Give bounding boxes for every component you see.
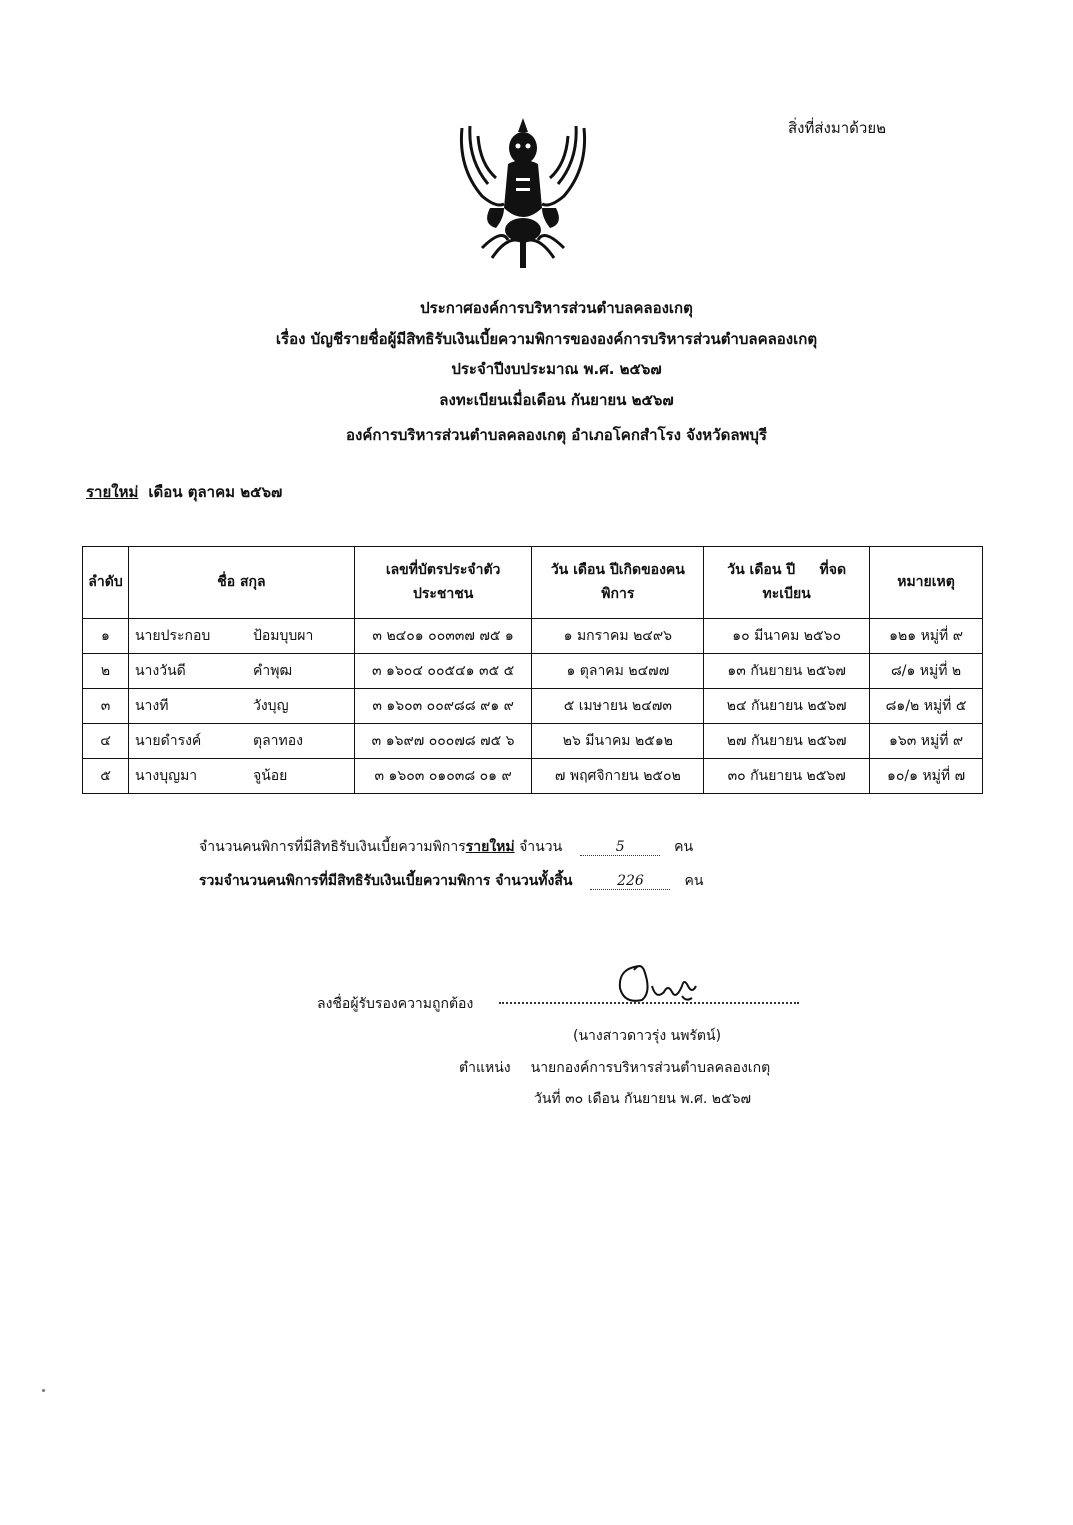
row-note: ๘/๑ หมู่ที่ ๒: [870, 654, 983, 689]
header-no: ลำดับ: [83, 547, 129, 619]
row-name: นางวันดี คำพุฒ: [128, 654, 354, 689]
row-registration: ๒๗ กันยายน ๒๕๖๗: [704, 724, 870, 759]
row-registration: ๓๐ กันยายน ๒๕๖๗: [704, 759, 870, 794]
row-registration: ๑๓ กันยายน ๒๕๖๗: [704, 654, 870, 689]
row-name: นายดำรงค์ ตุลาทอง: [128, 724, 354, 759]
table-header-row: [83, 547, 983, 619]
certifier-name: (นางสาวดาวรุ่ง นพรัตน์): [573, 1028, 722, 1044]
scan-speck: [42, 1389, 45, 1392]
attachment-note: สิ่งที่ส่งมาด้วย๒: [788, 119, 886, 137]
row-note: ๑๖๓ หมู่ที่ ๙: [870, 724, 983, 759]
row-no: ๑: [83, 619, 129, 654]
organization-line: องค์การบริหารส่วนตำบลคลองเกตุ อำเภอโคกสำโรง จังหวัดลพบุรี: [345, 426, 767, 444]
subject-line: เรื่อง บัญชีรายชื่อผู้มีสิทธิรับเงินเบี้ยความพิการขององค์การบริหารส่วนตำบลคลองเกตุ: [275, 330, 818, 348]
table-row: [83, 724, 983, 759]
total-recipients-summary: รวมจำนวนคนพิการที่มีสิทธิรับเงินเบี้ยความพิการ จำนวนทั้งสิ้น 226 คน: [199, 873, 704, 889]
row-id: ๓ ๑๖๐๔ ๐๐๕๔๑ ๓๕ ๕: [354, 654, 532, 689]
row-name: นายประกอบ ป้อมบุบผา: [128, 619, 354, 654]
new-recipients-summary: จำนวนคนพิการที่มีสิทธิรับเงินเบี้ยความพิการรายใหม่ จำนวน 5 คน: [199, 839, 694, 855]
row-no: ๓: [83, 689, 129, 724]
row-registration: ๒๔ กันยายน ๒๕๖๗: [704, 689, 870, 724]
row-id: ๓ ๒๔๐๑ ๐๐๓๓๗ ๗๕ ๑: [354, 619, 532, 654]
certifier-label: ลงชื่อผู้รับรองความถูกต้อง: [317, 996, 474, 1012]
section-heading: [86, 480, 282, 504]
row-birth: ๕ เมษายน ๒๔๗๓: [532, 689, 704, 724]
header-birth: วัน เดือน ปีเกิดของคน พิการ: [532, 547, 704, 619]
row-name: นางบุญมา จูน้อย: [128, 759, 354, 794]
position-value: นายกองค์การบริหารส่วนตำบลคลองเกตุ: [530, 1060, 771, 1076]
row-no: ๔: [83, 724, 129, 759]
row-birth: ๑ มกราคม ๒๔๙๖: [532, 619, 704, 654]
row-id: ๓ ๑๖๙๗ ๐๐๐๗๘ ๗๕ ๖: [354, 724, 532, 759]
row-birth: ๑ ตุลาคม ๒๔๗๗: [532, 654, 704, 689]
registration-month-line: ลงทะเบียนเมื่อเดือน กันยายน ๒๕๖๗: [439, 391, 674, 409]
section-label: รายใหม่: [86, 483, 139, 501]
row-birth: ๗ พฤศจิกายน ๒๕๐๒: [532, 759, 704, 794]
table-row: [83, 619, 983, 654]
row-id: ๓ ๑๖๐๓ ๐๑๐๓๘ ๐๑ ๙: [354, 759, 532, 794]
table-row: [83, 689, 983, 724]
handwritten-signature: [612, 956, 712, 1008]
garuda-emblem-icon: [452, 108, 594, 274]
table-row: [83, 759, 983, 794]
row-registration: ๑๐ มีนาคม ๒๕๖๐: [704, 619, 870, 654]
total-count: 226: [590, 873, 670, 890]
announcement-title: ประกาศองค์การบริหารส่วนตำบลคลองเกตุ: [420, 299, 693, 317]
recipients-table: [82, 546, 983, 794]
position-label: ตำแหน่ง: [459, 1060, 511, 1076]
row-birth: ๒๖ มีนาคม ๒๕๑๒: [532, 724, 704, 759]
certifier-position: [459, 1057, 770, 1079]
header-name: ชื่อ สกุล: [128, 547, 354, 619]
row-name: นางที วังบุญ: [128, 689, 354, 724]
row-no: ๕: [83, 759, 129, 794]
new-count: 5: [580, 839, 660, 856]
section-month: เดือน ตุลาคม ๒๕๖๗: [148, 483, 283, 501]
row-id: ๓ ๑๖๐๓ ๐๐๙๘๘ ๙๑ ๙: [354, 689, 532, 724]
row-note: ๘๑/๒ หมู่ที่ ๕: [870, 689, 983, 724]
header-note: หมายเหตุ: [870, 547, 983, 619]
new-label: รายใหม่: [465, 839, 515, 855]
header-id: เลขที่บัตรประจำตัว ประชาชน: [354, 547, 532, 619]
row-note: ๑๐/๑ หมู่ที่ ๗: [870, 759, 983, 794]
row-no: ๒: [83, 654, 129, 689]
table-row: [83, 654, 983, 689]
signature-date: วันที่ ๓๐ เดือน กันยายน พ.ศ. ๒๕๖๗: [534, 1091, 752, 1107]
header-registration: วัน เดือน ปี ที่จด ทะเบียน: [704, 547, 870, 619]
row-note: ๑๒๑ หมู่ที่ ๙: [870, 619, 983, 654]
fiscal-year-line: ประจำปีงบประมาณ พ.ศ. ๒๕๖๗: [451, 360, 662, 378]
